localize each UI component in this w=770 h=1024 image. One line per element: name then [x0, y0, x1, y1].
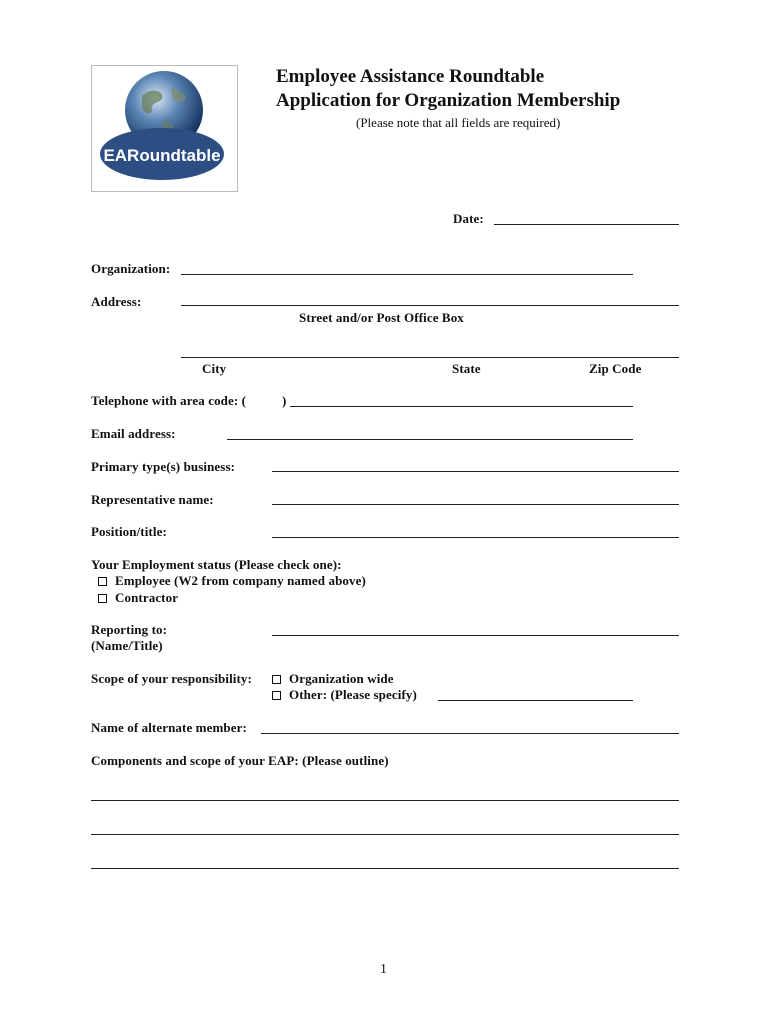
scope-label: Scope of your responsibility:	[91, 671, 252, 686]
reporting-field[interactable]	[272, 635, 679, 636]
globe-icon	[92, 66, 237, 191]
state-caption: State	[452, 361, 481, 376]
date-label: Date:	[453, 211, 484, 226]
scope-other-field[interactable]	[438, 700, 633, 701]
scope-option-org-wide[interactable]: Organization wide	[272, 671, 394, 687]
street-caption: Street and/or Post Office Box	[299, 310, 464, 325]
required-note: (Please note that all fields are required)	[356, 115, 561, 130]
reporting-sublabel: (Name/Title)	[91, 638, 163, 653]
city-state-zip-field[interactable]	[181, 357, 679, 358]
organization-field[interactable]	[181, 274, 633, 275]
address-label: Address:	[91, 294, 142, 309]
checkbox-org-wide[interactable]	[272, 675, 281, 684]
date-field[interactable]	[494, 224, 679, 225]
scope-option-other[interactable]: Other: (Please specify)	[272, 687, 417, 703]
rep-name-field[interactable]	[272, 504, 679, 505]
alternate-field[interactable]	[261, 733, 679, 734]
email-label: Email address:	[91, 426, 176, 441]
telephone-paren: )	[282, 393, 287, 408]
logo	[91, 65, 238, 192]
city-caption: City	[202, 361, 227, 376]
logo-text: EARoundtable	[103, 146, 221, 165]
business-label: Primary type(s) business:	[91, 459, 236, 474]
page-title: Employee Assistance Roundtable	[276, 66, 545, 87]
position-field[interactable]	[272, 537, 679, 538]
street-field[interactable]	[181, 305, 679, 306]
components-label: Components and scope of your EAP: (Please outline)	[91, 753, 389, 768]
components-line-2[interactable]	[91, 834, 679, 835]
rep-name-label: Representative name:	[91, 492, 214, 507]
employment-option-employee[interactable]: Employee (W2 from company named above)	[98, 573, 366, 589]
checkbox-employee[interactable]	[98, 577, 107, 586]
email-field[interactable]	[227, 439, 633, 440]
zip-caption: Zip Code	[589, 361, 642, 376]
checkbox-contractor[interactable]	[98, 594, 107, 603]
employment-heading: Your Employment status (Please check one):	[91, 557, 342, 572]
business-field[interactable]	[272, 471, 679, 472]
checkbox-other[interactable]	[272, 691, 281, 700]
telephone-field[interactable]	[290, 406, 633, 407]
page-subtitle: Application for Organization Membership	[276, 90, 621, 111]
components-line-1[interactable]	[91, 800, 679, 801]
page-number: 1	[380, 962, 387, 977]
employment-option-contractor[interactable]: Contractor	[98, 590, 178, 606]
telephone-label: Telephone with area code: (	[91, 393, 247, 408]
alternate-label: Name of alternate member:	[91, 720, 247, 735]
reporting-label: Reporting to:	[91, 622, 168, 637]
position-label: Position/title:	[91, 524, 167, 539]
components-line-3[interactable]	[91, 868, 679, 869]
organization-label: Organization:	[91, 261, 171, 276]
